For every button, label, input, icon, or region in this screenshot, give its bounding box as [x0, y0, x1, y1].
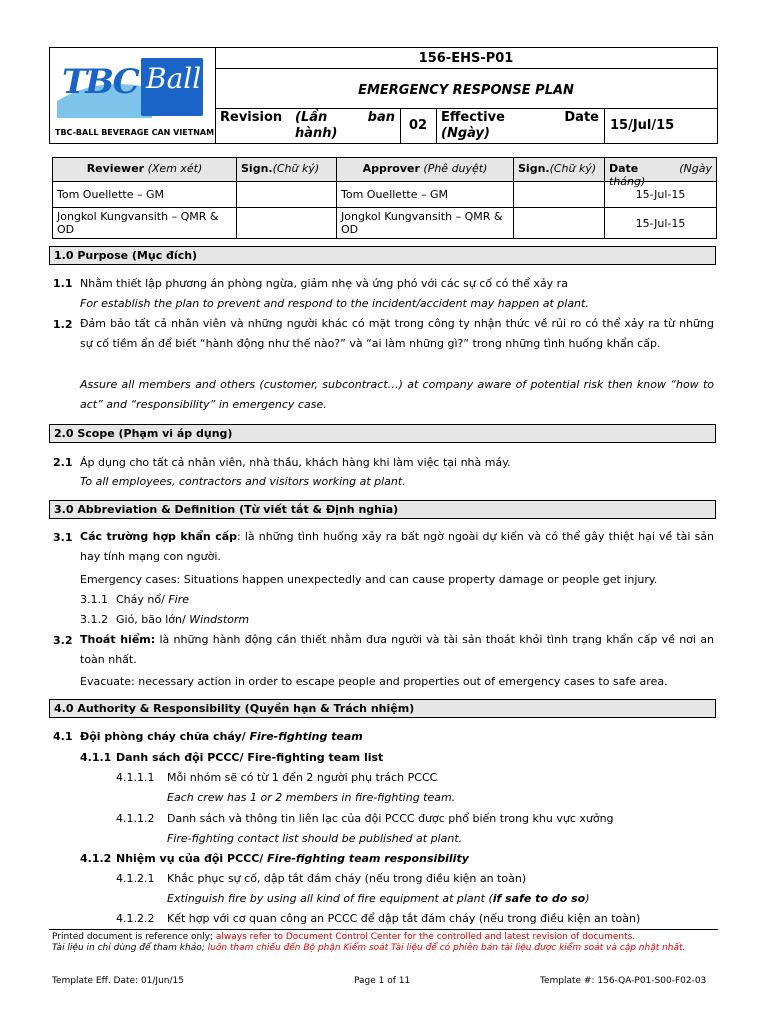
definition-evacuate-vn: Thoát hiểm: là những hành động cần thiết nhằm đưa người và tài sản thoát khỏi tình trạng khẩn cấp về nơi an toàn nhất. [80, 633, 714, 666]
reviewer-signature [237, 182, 337, 208]
reviewer-header: Reviewer (Xem xét) [53, 158, 237, 182]
document-header-table [49, 47, 718, 144]
team-list-heading: Danh sách đội PCCC/ Fire-fighting team list [116, 751, 384, 764]
footer-note-en: Printed document is reference only; always refer to Document Control Center for the controlled and latest revision of documents. [52, 932, 636, 942]
reviewer-name: Jongkol Kungvansith – QMR & OD [53, 208, 237, 239]
template-effective-date: Template Eff. Date: 01/Jun/15 [52, 976, 184, 986]
purpose-2-vn: Đảm bảo tất cả nhân viên và những người khác có mặt trong công ty nhận thức về rủi ro có thể xảy ra từ những sự cố tiềm ẩn để biết “hành động như thế nào?” và “ai làm những gì?” trong những tình huống khẩn cấp. [80, 317, 714, 350]
approver-signature [514, 182, 605, 208]
revision-value: 02 [408, 118, 428, 133]
item-number: 2.1 [53, 456, 73, 469]
sub-item-number: 4.1.2.1 [116, 872, 155, 885]
sub-item-number: 3.1.2 [80, 613, 108, 626]
document-code: 156-EHS-P01 [418, 51, 514, 66]
section-heading-definitions: 3.0 Abbreviation & Definition (Từ viết tắt & Định nghĩa) [49, 500, 716, 519]
responsibility-2-vn: Kết hợp với cơ quan công an PCCC để dập tắt đám cháy (nếu trong điều kiện an toàn) [167, 912, 641, 925]
revision-label: Revision [220, 110, 283, 125]
scope-en: To all employees, contractors and visitors working at plant. [80, 475, 406, 488]
approver-signature [514, 208, 605, 239]
approval-table [52, 157, 717, 239]
purpose-2-en: Assure all members and others (customer, subcontract…) at company aware of potential risk then know “how to act” and “responsibility” in emergency case. [80, 378, 714, 411]
term: Các trường hợp khẩn cấp [80, 530, 238, 543]
sign2-header: Sign.(Chữ ký) [514, 158, 605, 182]
page-number: Page 1 of 11 [354, 976, 411, 986]
purpose-1-vn: Nhằm thiết lập phương án phòng ngừa, giảm nhẹ và ứng phó với các sự cố có thể xảy ra [80, 277, 568, 290]
approval-date: 15-Jul-15 [605, 182, 717, 208]
template-number: Template #: 156-QA-P01-S00-F02-03 [540, 976, 707, 986]
revision-label-vn: (Lần ban hành) [295, 110, 395, 141]
section-heading-authority: 4.0 Authority & Responsibility (Quyền hạn & Trách nhiệm) [49, 699, 716, 718]
item-number: 1.1 [53, 277, 73, 290]
scope-vn: Áp dụng cho tất cả nhân viên, nhà thầu, khách hàng khi làm việc tại nhà máy. [80, 456, 511, 469]
emergency-type-windstorm: Gió, bão lớn/ Windstorm [116, 613, 250, 626]
approver-name: Jongkol Kungvansith – QMR & OD [337, 208, 514, 239]
sub-item-number: 4.1.1.2 [116, 812, 155, 825]
logo-tbc-text: TBC [62, 62, 138, 102]
effective-date-value: 15/Jul/15 [610, 118, 675, 133]
item-number: 3.2 [53, 634, 73, 647]
company-name: TBC-BALL BEVERAGE CAN VIETNAM [55, 128, 215, 137]
responsibility-1-vn: Khắc phục sự cố, dập tắt đám cháy (nếu trong điều kiện an toàn) [167, 872, 527, 885]
document-title: EMERGENCY RESPONSE PLAN [358, 83, 574, 98]
responsibility-1-en: Extinguish fire by using all kind of fire equipment at plant (if safe to do so) [167, 892, 590, 905]
approval-row [53, 208, 717, 239]
definition-evacuate-en: Evacuate: necessary action in order to escape people and properties out of emergency cases to safe area. [80, 675, 668, 688]
purpose-1-en: For establish the plan to prevent and respond to the incident/accident may happen at plant. [80, 297, 589, 310]
team-list-item-2-en: Fire-fighting contact list should be published at plant. [167, 832, 463, 845]
effective-date-label: Effective Date [441, 110, 599, 125]
definition-emergency-vn: Các trường hợp khẩn cấp: là những tình huống xảy ra bất ngờ ngoài dự kiến và có thể gây thiệt hại về tài sản hay tính mạng con người. [80, 530, 715, 563]
term: Thoát hiểm: [80, 633, 156, 646]
item-number: 1.2 [53, 318, 73, 331]
item-number: 3.1 [53, 531, 73, 544]
team-list-item-2-vn: Danh sách và thông tin liên lạc của đội PCCC được phổ biến trong khu vực xưởng [167, 812, 614, 825]
definition-emergency-en: Emergency cases: Situations happen unexpectedly and can cause property damage or people get injury. [80, 573, 658, 586]
sub-item-number: 4.1.1.1 [116, 771, 155, 784]
effective-date-label-vn: (Ngày) [441, 126, 490, 141]
section-heading-scope: 2.0 Scope (Phạm vi áp dụng) [49, 424, 716, 443]
sub-item-number: 4.1.1 [80, 751, 112, 764]
company-logo-cell [50, 48, 216, 143]
sub-item-number: 3.1.1 [80, 593, 108, 606]
approver-name: Tom Ouellette – GM [337, 182, 514, 208]
sub-item-number: 4.1.2 [80, 852, 112, 865]
team-list-item-1-vn: Mỗi nhóm sẽ có từ 1 đến 2 người phụ trách PCCC [167, 771, 438, 784]
team-list-item-1-en: Each crew has 1 or 2 members in fire-fighting team. [167, 791, 456, 804]
approver-header: Approver (Phê duyệt) [337, 158, 514, 182]
sub-item-number: 4.1.2.2 [116, 912, 155, 925]
fire-fighting-team-heading: Đội phòng cháy chữa cháy/ Fire-fighting team [80, 730, 363, 743]
footer-divider [49, 929, 718, 930]
reviewer-signature [237, 208, 337, 239]
date-header: Date (Ngày tháng) [605, 158, 717, 182]
logo-ball-text: Ball [146, 62, 202, 95]
approval-table-header [53, 158, 717, 182]
section-heading-purpose: 1.0 Purpose (Mục đích) [49, 246, 716, 265]
item-number: 4.1 [53, 730, 73, 743]
sign-header: Sign.(Chữ ký) [237, 158, 337, 182]
approval-date: 15-Jul-15 [605, 208, 717, 239]
footer-note-vn: Tài liệu in chỉ dùng để tham khảo; luôn tham chiếu đến Bộ phận Kiểm soát Tài liệu để có phiên bản tài liệu được kiểm soát và cập nhật nhất. [52, 943, 686, 953]
team-responsibility-heading: Nhiệm vụ của đội PCCC/ Fire-fighting team responsibility [116, 852, 469, 865]
emergency-type-fire: Cháy nổ/ Fire [116, 593, 189, 606]
reviewer-name: Tom Ouellette – GM [53, 182, 237, 208]
